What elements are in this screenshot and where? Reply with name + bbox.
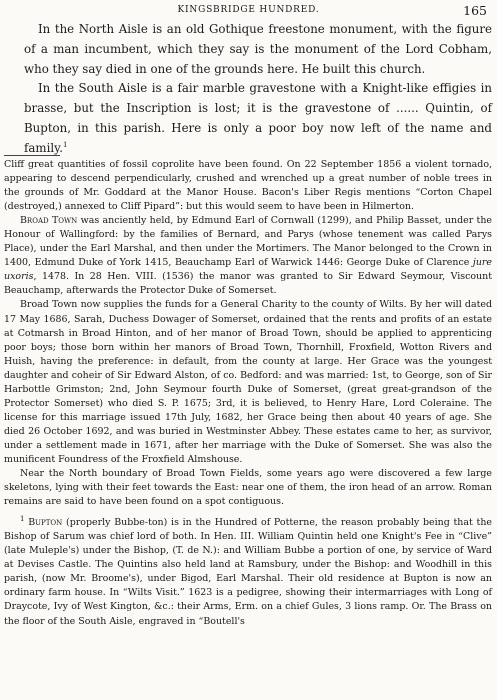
page-number: 165: [463, 3, 487, 18]
paragraph-south-aisle: [24, 79, 492, 158]
latin-phrase: jure uxoris: [4, 257, 492, 283]
paragraph-text: Broad Town now supplies the funds for a General Charity to the county of Wilts. By her will dated 17 May 1686, Sarah, Duchess Dowager of Somerset, ordained that the rents and profits of an estate at Cotmarsh in Broad Hinton, and of her manor of Broad Town, should be applied to apprenticing poor boys; those born within her manors of Broad Town, Thornhill, Froxfield, Wotton Rivers and Huish, having the preference: in default, from the county at large. Her Grace was the youngest daughter and coheir of Sir Edward Alston, of co. Bedford: and was married: 1st, to George, son of Sir Harbottle Grimston; 2nd, John Seymour fourth Duke of Somerset, (great great-grandson of the Protector Somerset) who died S. P. 1675; 3rd, it is believed, to Henry Hare, Lord Coleraine. The license for this marriage issued 17th July, 1682, her Grace being then about 40 years of age. She died 26 October 1692, and was buried in Westminster Abbey. These estates came to her, as survivor, under a settlement made in 1671, after her marriage with the Duke of Somerset. She was also the munificent Foundress of the Froxfield Almshouse.: [4, 299, 492, 465]
paragraph-text: Near the North boundary of Broad Town Fields, some years ago were discovered a few large skeletons, lying with their feet towards the East: near one of them, the iron head of an arrow. Roman remains are said to have been found on a spot contiguous.: [4, 468, 492, 508]
notes-text: [4, 158, 492, 629]
footnote-bupton: [4, 516, 492, 628]
footnote-rule: [4, 155, 60, 156]
paragraph-text: , 1478. In 28 Hen. VIII. (1536) the manor was granted to Sir Edward Seymour, Viscount Beauchamp, afterwards the Protector Duke of Somerset.: [4, 271, 492, 297]
running-title: KINGSBRIDGE HUNDRED.: [177, 5, 320, 15]
paragraph-broad-town: [4, 214, 492, 298]
paragraph-text: In the South Aisle is a fair marble gravestone with a Knight-like effigies in brasse, but the Inscription is lost; it is the gravestone of ...... Quintin, of Bupton, in this parish. Here is only a poor boy now left of the name and family.: [24, 81, 492, 155]
paragraph-cliff: [4, 158, 492, 214]
running-header: [0, 3, 497, 19]
paragraph-text: Cliff great quantities of fossil coprolite have been found. On 22 September 1856 a violent tornado, appearing to descend perpendicularly, crushed and wrenched up a great number of noble trees in the grounds of Mr. Goddard at the Manor House. Bacon's Liber Regis mentions “Corton Chapel (destroyed,) annexed to Cliff Pipard”: but this would seem to have been in Hilmerton.: [4, 159, 492, 213]
place-name: Bupton: [28, 517, 63, 529]
footnote-text: (properly Bubbe-ton) is in the Hundred of Potterne, the reason probably being that the Bishop of Sarum was chief lord of both. In Hen. III. William Quintin held one Knight's Fee in “Clive” (late Muleple's) under the Bishop, (T. de N.): and William Bubbe a portion of one, by service of Ward at Devises Castle. The Quintins also held land at Ramsbury, under the Bishop: and Woodhill in this parish, (now Mr. Broome's), under Bigod, Earl Marshal. Their old residence at Bupton is now an ordinary farm house. In “Wilts Visit.” 1623 is a pedigree, showing their intermarriages with Long of Draycote, Ivy of West Kington, &c.: their Arms, Erm. on a chief Gules, 3 lions ramp. Or. The Brass on the floor of the South Aisle, engraved in “Boutell's: [4, 517, 492, 627]
paragraph-north-aisle: [24, 20, 492, 79]
paragraph-charity: [4, 298, 492, 467]
paragraph-skeletons: [4, 467, 492, 509]
paragraph-text: was anciently held, by Edmund Earl of Cornwall (1299), and Philip Basset, under the Honour of Wallingford: by the families of Bernard, and Parys (whose tenement was called Parys Place), under the Earl Marshal, and then under the Mortimers. The Manor belonged to the Crown in 1400, Edmund Duke of York 1415, Beauchamp Earl of Warwick 1446: George Duke of Clarence: [4, 215, 493, 269]
paragraph-text: In the North Aisle is an old Gothique freestone monument, with the figure of a man incumbent, which they say is the monument of the Lord Cobham, who they say died in one of the grounds here. He built this church.: [24, 22, 492, 76]
place-name: Broad Town: [20, 215, 78, 227]
main-text: [24, 20, 492, 159]
footnote-reference: 1: [62, 140, 68, 149]
footnote-mark: 1: [20, 515, 25, 524]
